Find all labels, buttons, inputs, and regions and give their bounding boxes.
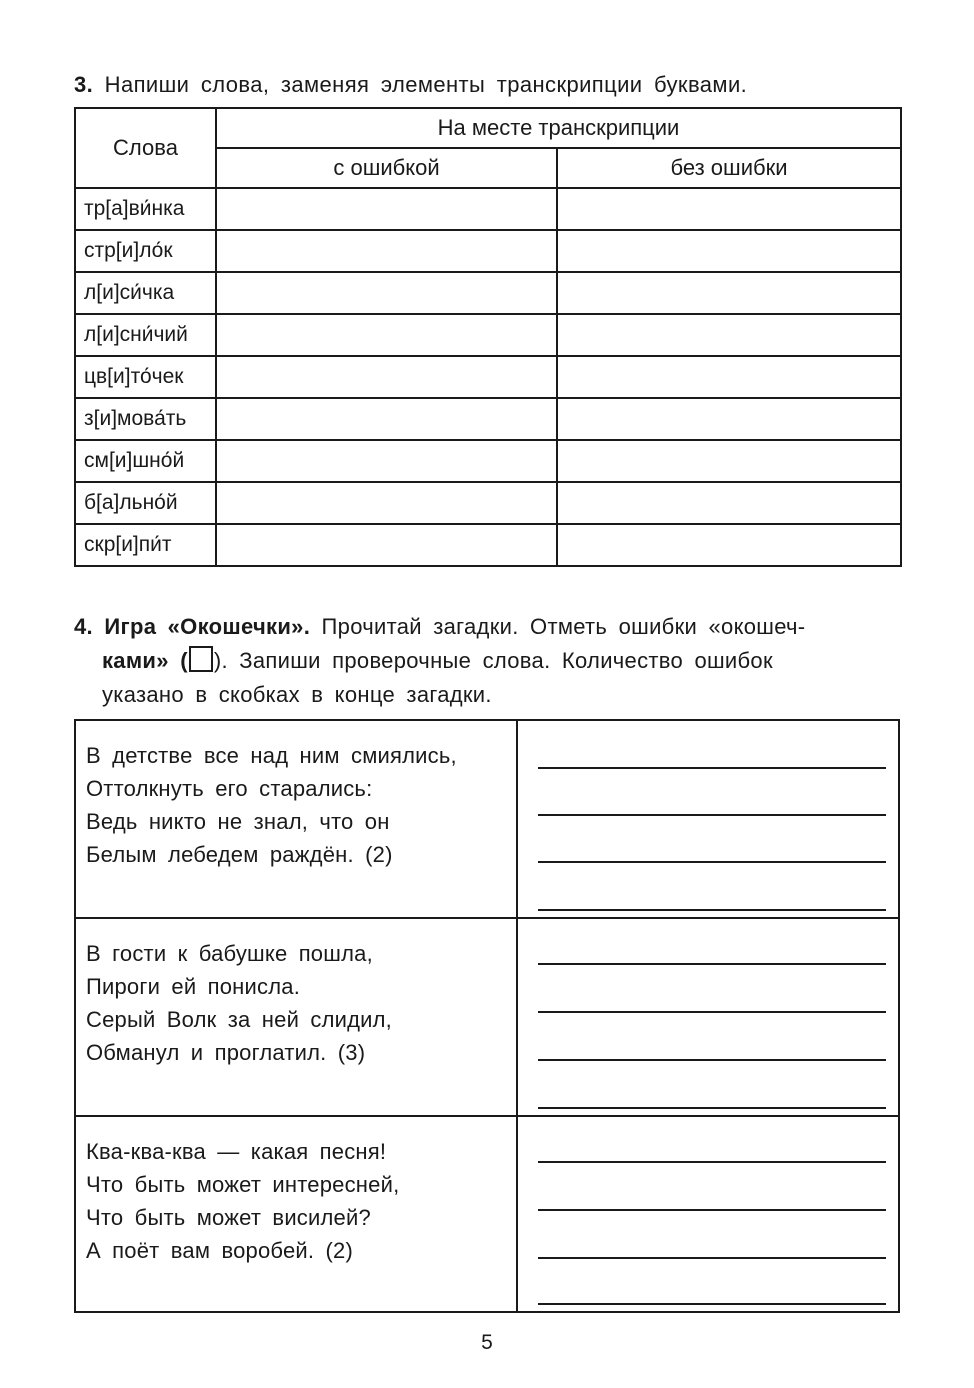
word-cell: см[и]шно́й [75, 440, 216, 482]
riddle-line: Обманул и проглатил. (3) [86, 1040, 366, 1065]
exercise-4-instruction-3: указано в скобках в конце загадки. [102, 682, 492, 707]
riddle-text [76, 721, 518, 917]
answer-cell-with-error[interactable] [216, 356, 557, 398]
exercise-4-instruction-2a: ками» ( [102, 648, 188, 673]
riddle-line: А поёт вам воробей. (2) [86, 1238, 354, 1263]
answer-cell-with-error[interactable] [216, 188, 557, 230]
riddles-table [74, 719, 900, 1313]
exercise-3-instruction: Напиши слова, заменяя элементы транскрипции буквами. [104, 72, 748, 97]
word-cell: б[а]льно́й [75, 482, 216, 524]
riddle-line: Ведь никто не знал, что он [86, 809, 390, 834]
riddle-text [76, 919, 518, 1115]
riddle-line: Серый Волк за ней слидил, [86, 1007, 392, 1032]
answer-line[interactable] [538, 814, 886, 816]
riddle-text [76, 1117, 518, 1311]
riddle-line: В гости к бабушке пошла, [86, 941, 373, 966]
word-cell: з[и]мова́ть [75, 398, 216, 440]
answer-cell-without-error[interactable] [557, 440, 901, 482]
table-row [75, 398, 901, 440]
answer-cell-without-error[interactable] [557, 398, 901, 440]
riddle-row [76, 721, 898, 919]
word-cell: скр[и]пи́т [75, 524, 216, 566]
exercise-4-title [74, 610, 902, 712]
word-cell: цв[и]то́чек [75, 356, 216, 398]
table-row [75, 356, 901, 398]
answer-cell-with-error[interactable] [216, 524, 557, 566]
answer-cell-without-error[interactable] [557, 272, 901, 314]
page-number: 5 [481, 1331, 493, 1354]
answer-cell-without-error[interactable] [557, 314, 901, 356]
exercise-3-title [74, 72, 747, 98]
answer-cell-without-error[interactable] [557, 356, 901, 398]
answer-line[interactable] [538, 1161, 886, 1163]
riddle-line: Ква-ква-ква — какая песня! [86, 1139, 387, 1164]
word-cell: л[и]си́чка [75, 272, 216, 314]
header-transcription-place: На месте транскрипции [216, 108, 901, 148]
answer-line[interactable] [538, 767, 886, 769]
exercise-4-game-name: Игра «Окошечки». [104, 614, 311, 639]
answer-cell-with-error[interactable] [216, 230, 557, 272]
answer-line[interactable] [538, 909, 886, 911]
answer-cell-without-error[interactable] [557, 524, 901, 566]
riddle-line: Что быть может интересней, [86, 1172, 400, 1197]
word-cell: тр[а]ви́нка [75, 188, 216, 230]
answer-line[interactable] [538, 963, 886, 965]
answer-cell-without-error[interactable] [557, 188, 901, 230]
riddle-line: Что быть может висилей? [86, 1205, 371, 1230]
header-without-error: без ошибки [557, 148, 901, 188]
answer-cell-without-error[interactable] [557, 482, 901, 524]
answer-area [518, 1117, 898, 1311]
riddle-line: Оттолкнуть его старались: [86, 776, 373, 801]
table-row [75, 482, 901, 524]
answer-line[interactable] [538, 1209, 886, 1211]
exercise-4-instruction-1: Прочитай загадки. Отметь ошибки «окошеч- [321, 614, 806, 639]
table-row [75, 524, 901, 566]
riddle-line: Белым лебедем раждён. (2) [86, 842, 393, 867]
answer-area [518, 721, 898, 917]
answer-line[interactable] [538, 1257, 886, 1259]
riddle-line: Пироги ей понисла. [86, 974, 301, 999]
word-cell: л[и]сни́чий [75, 314, 216, 356]
word-cell: стр[и]ло́к [75, 230, 216, 272]
table-row [75, 230, 901, 272]
header-with-error: с ошибкой [216, 148, 557, 188]
answer-line[interactable] [538, 1107, 886, 1109]
riddle-line: В детстве все над ним смиялись, [86, 743, 457, 768]
answer-line[interactable] [538, 1011, 886, 1013]
table-row [75, 188, 901, 230]
exercise-3-number: 3. [74, 72, 94, 97]
table-row [75, 440, 901, 482]
answer-line[interactable] [538, 861, 886, 863]
answer-cell-without-error[interactable] [557, 230, 901, 272]
header-words: Слова [75, 108, 216, 188]
window-box-icon [189, 646, 213, 672]
answer-cell-with-error[interactable] [216, 482, 557, 524]
answer-cell-with-error[interactable] [216, 398, 557, 440]
answer-line[interactable] [538, 1303, 886, 1305]
transcription-table [74, 107, 902, 567]
table-row [75, 272, 901, 314]
answer-area [518, 919, 898, 1115]
exercise-4-instruction-2b: ). Запиши проверочные слова. Количество ошибок [213, 648, 773, 673]
answer-cell-with-error[interactable] [216, 314, 557, 356]
answer-cell-with-error[interactable] [216, 272, 557, 314]
riddle-row [76, 1117, 898, 1311]
riddle-row [76, 919, 898, 1117]
table-row [75, 314, 901, 356]
answer-line[interactable] [538, 1059, 886, 1061]
answer-cell-with-error[interactable] [216, 440, 557, 482]
exercise-4-number: 4. [74, 614, 93, 639]
